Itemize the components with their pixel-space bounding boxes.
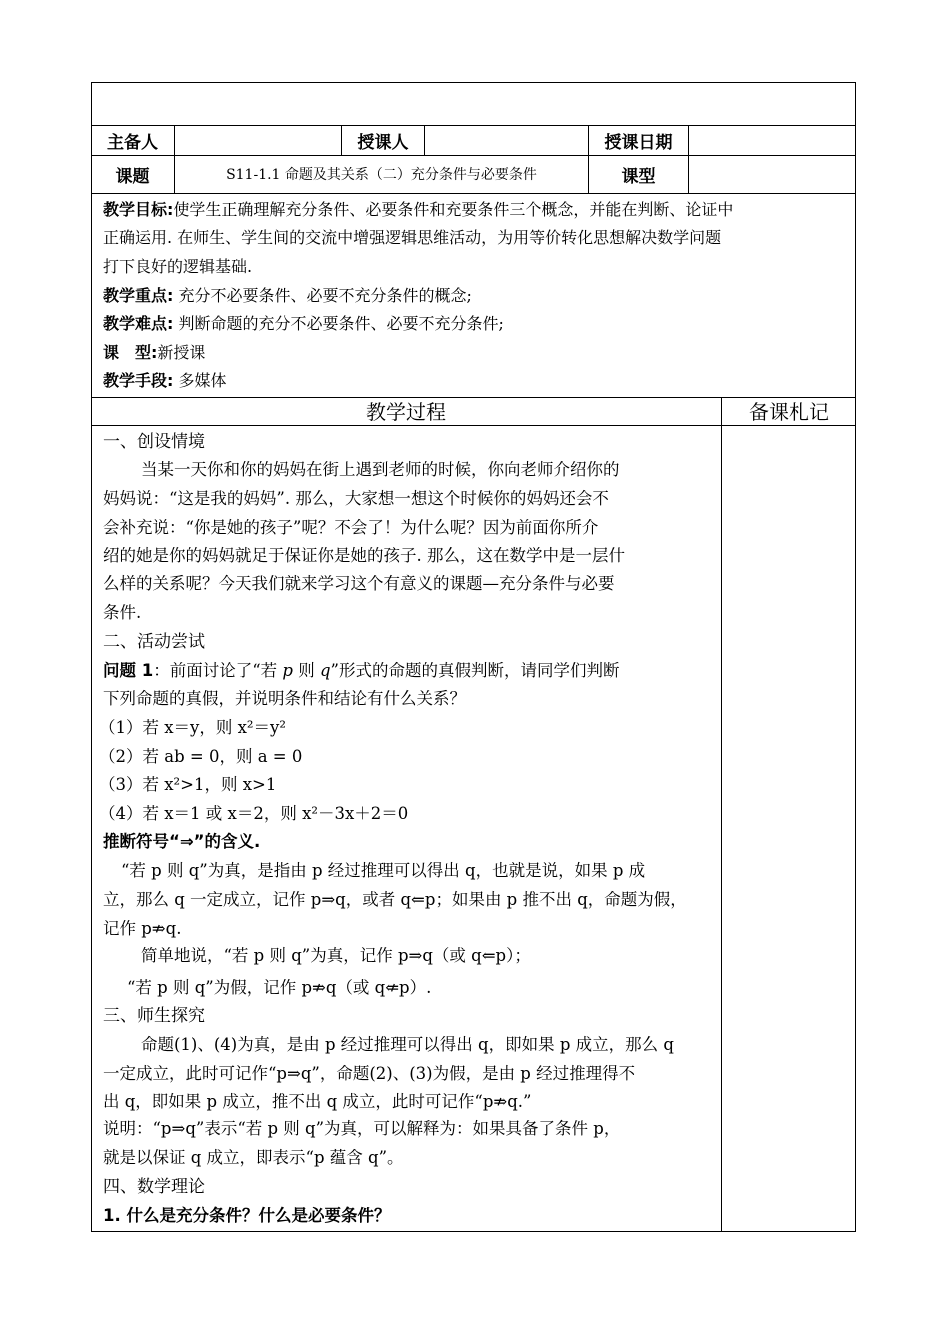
difficulty-label: 教学难点: — [103, 314, 174, 333]
paragraph-line: 命题(1)、(4)为真，是由 p 经过推理可以得出 q，即如果 p 成立，那么 q — [141, 1035, 674, 1054]
paragraph-line: 下列命题的真假，并说明条件和结论有什么关系？ — [103, 689, 466, 708]
question-text: ：前面讨论了“若 — [153, 661, 283, 680]
teacher-label: 授课人 — [357, 132, 409, 153]
paragraph-line: “若 p 则 q”为真，是指由 p 经过推理可以得出 q，也就是说，如果 p 成 — [121, 861, 646, 880]
lesson-plan-table — [91, 82, 856, 1232]
paragraph-line: 条件. — [103, 603, 142, 622]
lesson-type-label: 课型 — [621, 166, 656, 187]
topic-value: S11-1.1 命题及其关系（二）充分条件与必要条件 — [226, 167, 537, 183]
question-line — [103, 659, 619, 683]
key-points-line — [103, 285, 472, 307]
section-title: 一、创设情境 — [103, 432, 205, 452]
list-item: （1）若 x＝y，则 x²＝y² — [99, 718, 286, 737]
key-points-text: 充分不必要条件、必要不充分条件的概念; — [178, 286, 472, 305]
teaching-goal-label: 教学目标: — [103, 200, 174, 219]
subsection-title: 推断符号“⇒”的含义. — [103, 832, 261, 851]
variable-p: p — [282, 661, 293, 680]
list-item: （4）若 x＝1 或 x＝2，则 x²－3x＋2＝0 — [99, 804, 409, 823]
teaching-goal-line: 打下良好的逻辑基础. — [103, 257, 253, 276]
teaching-means-label: 教学手段: — [103, 371, 174, 390]
question-text: 则 — [292, 661, 320, 680]
paragraph-line: 记作 p⇏q. — [103, 919, 182, 938]
difficulty-text: 判断命题的充分不必要条件、必要不充分条件; — [178, 314, 504, 333]
paragraph-line: 立，那么 q 一定成立，记作 p⇒q，或者 q⇐p；如果由 p 推不出 q，命题为假， — [103, 890, 687, 909]
paragraph-line: “若 p 则 q”为假，记作 p⇏q（或 q⇍p）. — [127, 978, 432, 997]
question-label: 问题 1 — [103, 661, 154, 680]
teaching-means-text: 多媒体 — [178, 371, 227, 390]
row-divider — [91, 193, 856, 194]
question-text: ”形式的命题的真假判断，请同学们判断 — [330, 661, 620, 680]
section-title: 四、数学理论 — [103, 1177, 205, 1197]
process-heading: 教学过程 — [366, 400, 446, 424]
section-title: 三、师生探究 — [103, 1006, 205, 1026]
class-type-line — [103, 342, 205, 364]
topic-label: 课题 — [115, 166, 150, 187]
lesson-type-value — [689, 155, 856, 193]
paragraph-line: 一定成立，此时可记作“p⇒q”，命题(2)、(3)为假，是由 p 经过推理得不 — [103, 1064, 636, 1083]
paragraph-line: 会补充说：“你是她的孩子”呢？不会了！为什么呢？因为前面你所介 — [103, 518, 599, 537]
paragraph-line: 妈妈说：“这是我的妈妈”. 那么，大家想一想这个时候你的妈妈还会不 — [103, 489, 609, 508]
variable-q: q — [319, 661, 331, 680]
paragraph-line: 就是以保证 q 成立，即表示“p 蕴含 q”。 — [103, 1148, 404, 1167]
date-label: 授课日期 — [604, 132, 673, 153]
col-divider — [721, 397, 722, 1232]
teaching-goal-line — [103, 199, 733, 221]
teaching-goal-line: 正确运用. 在师生、学生间的交流中增强逻辑思维活动，为用等价转化思想解决数学问题 — [103, 228, 722, 247]
paragraph-line: 说明：“p⇒q”表示“若 p 则 q”为真，可以解释为：如果具备了条件 p， — [103, 1119, 621, 1138]
difficulty-line — [103, 313, 504, 335]
preparer-value — [175, 125, 341, 155]
preparer-label: 主备人 — [107, 132, 158, 153]
paragraph-line: 出 q，即如果 p 成立，推不出 q 成立，此时可记作“p⇏q.” — [103, 1092, 532, 1111]
list-item: （3）若 x²>1，则 x>1 — [99, 775, 277, 794]
table-border — [91, 82, 856, 1232]
notes-heading: 备课札记 — [749, 400, 829, 424]
date-value — [689, 125, 856, 155]
class-type-text: 新授课 — [157, 343, 206, 362]
teaching-goal-text: 使学生正确理解充分条件、必要条件和充要条件三个概念，并能在判断、论证中 — [173, 200, 734, 219]
paragraph-line: 简单地说，“若 p 则 q”为真，记作 p⇒q（或 q⇐p）； — [141, 946, 531, 965]
list-item: （2）若 ab = 0，则 a = 0 — [99, 747, 303, 766]
subsection-title: 1. 什么是充分条件？什么是必要条件？ — [103, 1206, 391, 1225]
class-type-label: 课 型: — [103, 343, 158, 362]
paragraph-line: 么样的关系呢？今天我们就来学习这个有意义的课题—充分条件与必要 — [103, 574, 615, 593]
teaching-means-line — [103, 370, 227, 392]
section-title: 二、活动尝试 — [103, 632, 205, 652]
teacher-value — [425, 125, 588, 155]
key-points-label: 教学重点: — [103, 286, 174, 305]
paragraph-line: 当某一天你和你的妈妈在街上遇到老师的时候，你向老师介绍你的 — [141, 460, 620, 479]
paragraph-line: 绍的她是你的妈妈就足于保证你是她的孩子. 那么，这在数学中是一层什 — [103, 546, 625, 565]
